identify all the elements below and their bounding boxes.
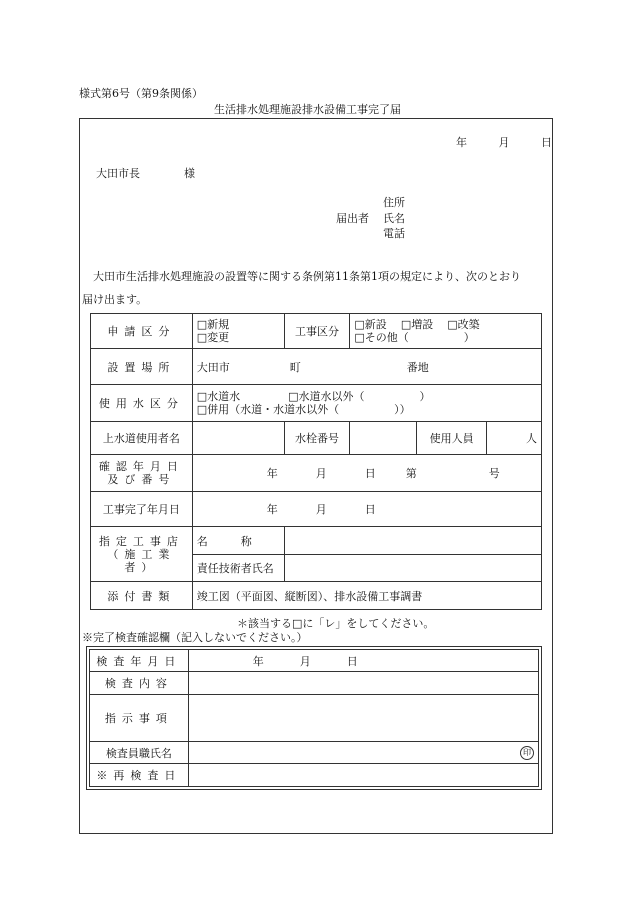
users-field[interactable]: 人 [487,422,542,455]
completion-label: 工事完了年月日 [91,492,193,527]
hydrant-label: 水栓番号 [284,422,350,455]
application-type-options[interactable]: □新規 □変更 [192,314,284,349]
contractor-label: 指定工事店 （施工業者） [91,527,193,582]
contractor-engineer-field[interactable] [284,555,541,582]
application-type-label: 申請区分 [91,314,193,349]
hydrant-field[interactable] [350,422,417,455]
location-label: 設置場所 [91,349,193,385]
reinspect-field[interactable] [188,764,538,787]
applicant-name: 氏名 [383,212,405,225]
inspection-table [89,649,539,787]
main-form-table [90,313,542,610]
confirm-label: 確認年月日 及び番号 [91,455,193,492]
water-user-label: 上水道使用者名 [91,422,193,455]
water-user-field[interactable] [192,422,284,455]
applicant-label: 届出者 [336,212,369,225]
date-line: 年 月 日 [456,136,552,149]
inspector-label: 検査員職氏名 [90,742,189,764]
completion-field[interactable]: 年 月 日 [192,492,541,527]
work-type-label: 工事区分 [284,314,350,349]
applicant-address: 住所 [383,196,405,209]
addressee: 大田市長 様 [96,167,195,180]
inspection-section-label: ※完了検査確認欄（記入しないでください。） [82,631,308,644]
confirm-field[interactable]: 年 月 日 第 号 [192,455,541,492]
location-field[interactable]: 大田市 町 番地 [192,349,541,385]
document-title: 生活排水処理施設排水設備工事完了届 [214,103,401,116]
inspection-date-label: 検査年月日 [90,650,189,672]
contractor-name-field[interactable] [284,527,541,555]
reinspect-label: ※再検査日 [90,764,189,787]
water-type-options[interactable]: □水道水 □水道水以外（ ） □併用（水道・水道水以外（ ）） [192,385,541,422]
instruction-label: 指示事項 [90,695,189,742]
inspection-content-label: 検査内容 [90,672,189,695]
attachments-label: 添付書類 [91,582,193,610]
inspector-field[interactable] [188,742,538,764]
applicant-phone: 電話 [383,227,405,240]
users-label: 使用人員 [417,422,487,455]
form-number: 様式第6号（第9条関係） [79,87,203,100]
inspection-content-field[interactable] [188,672,538,695]
body-text-2: 届け出ます。 [82,293,148,306]
body-text-1: 大田市生活排水処理施設の設置等に関する条例第11条第1項の規定により、次のとおり [93,270,521,283]
contractor-name-label: 名 称 [192,527,284,555]
instruction-field[interactable] [188,695,538,742]
work-type-options[interactable]: □新設 □増設 □改築 □その他（ ） [350,314,542,349]
seal-icon: 印 [520,746,534,760]
contractor-engineer-label: 責任技術者氏名 [192,555,284,582]
attachments-value: 竣工図（平面図、縦断図）、排水設備工事調書 [192,582,541,610]
inspection-date-field[interactable]: 年 月 日 [188,650,538,672]
water-type-label: 使用水区分 [91,385,193,422]
checkbox-note: ＊該当する□に「レ」をしてください。 [237,617,435,630]
